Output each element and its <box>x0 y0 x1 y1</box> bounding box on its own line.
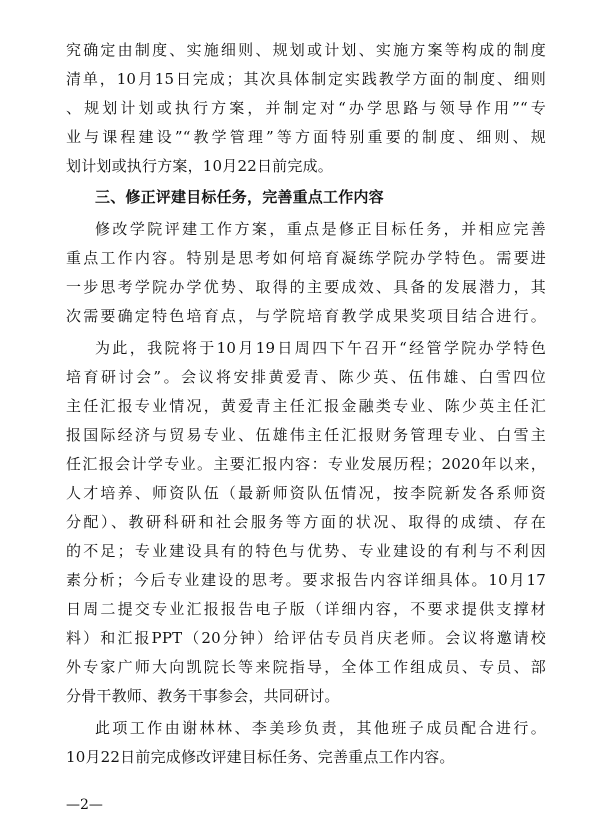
paragraph-1-line-5: 划计划或执行方案，10月22日前完成。 <box>66 157 333 175</box>
paragraph-3-line-1: 为此，我院将于10月19日周四下午召开“经管学院办学特色 <box>95 339 546 357</box>
page-number: —2— <box>66 797 103 813</box>
paragraph-2-line-3: 一步思考学院办学优势、取得的主要成效、具备的发展潜力，其 <box>66 278 546 296</box>
paragraph-3-line-11: 料）和汇报PPT（20分钟）给评估专员肖庆老师。会议将邀请校 <box>66 629 546 647</box>
paragraph-3-line-7: 分配）、教研科研和社会服务等方面的状况、取得的成绩、存在 <box>66 513 546 531</box>
paragraph-3-line-12: 外专家广师大向凯院长等来院指导，全体工作组成员、专员、部 <box>66 658 546 676</box>
section-heading: 三、修正评建目标任务，完善重点工作内容 <box>95 188 384 206</box>
paragraph-3-line-2: 培育研讨会”。会议将安排黄爱青、陈少英、伍伟雄、白雪四位 <box>66 368 546 386</box>
paragraph-4-line-2: 10月22日前完成修改评建目标任务、完善重点工作内容。 <box>66 748 455 766</box>
paragraph-3-line-3: 主任汇报专业情况，黄爱青主任汇报金融类专业、陈少英主任汇 <box>66 397 546 415</box>
paragraph-1-line-3: 、规划计划或执行方案，并制定对“办学思路与领导作用”“专 <box>66 99 546 117</box>
paragraph-4-line-1: 此项工作由谢林林、李美珍负责，其他班子成员配合进行。 <box>95 719 546 737</box>
paragraph-3-line-5: 任汇报会计学专业。主要汇报内容：专业发展历程；2020年以来， <box>66 455 546 473</box>
paragraph-3-line-6: 人才培养、师资队伍（最新师资队伍情况，按李院新发各系师资 <box>66 484 546 502</box>
paragraph-3-line-4: 报国际经济与贸易专业、伍雄伟主任汇报财务管理专业、白雪主 <box>66 426 546 444</box>
paragraph-3-line-8: 的不足；专业建设具有的特色与优势、专业建设的有利与不利因 <box>66 542 546 560</box>
paragraph-1-line-2: 清单，10月15日完成；其次具体制定实践教学方面的制度、细则 <box>66 70 546 88</box>
paragraph-2-line-4: 次需要确定特色培育点，与学院培育教学成果奖项目结合进行。 <box>66 307 546 325</box>
paragraph-1-line-4: 业与课程建设”“教学管理”等方面特别重要的制度、细则、规 <box>66 128 546 146</box>
paragraph-3-line-10: 日周二提交专业汇报报告电子版（详细内容，不要求提供支撑材 <box>66 600 546 618</box>
paragraph-3-line-13: 分骨干教师、教务干事参会，共同研讨。 <box>66 687 340 705</box>
paragraph-3-line-9: 素分析；今后专业建设的思考。要求报告内容详细具体。10月17 <box>66 571 546 589</box>
paragraph-2-line-2: 重点工作内容。特别是思考如何培育凝练学院办学特色。需要进 <box>66 249 546 267</box>
paragraph-1-line-1: 究确定由制度、实施细则、规划或计划、实施方案等构成的制度 <box>66 41 546 59</box>
paragraph-2-line-1: 修改学院评建工作方案，重点是修正目标任务，并相应完善 <box>95 220 546 238</box>
